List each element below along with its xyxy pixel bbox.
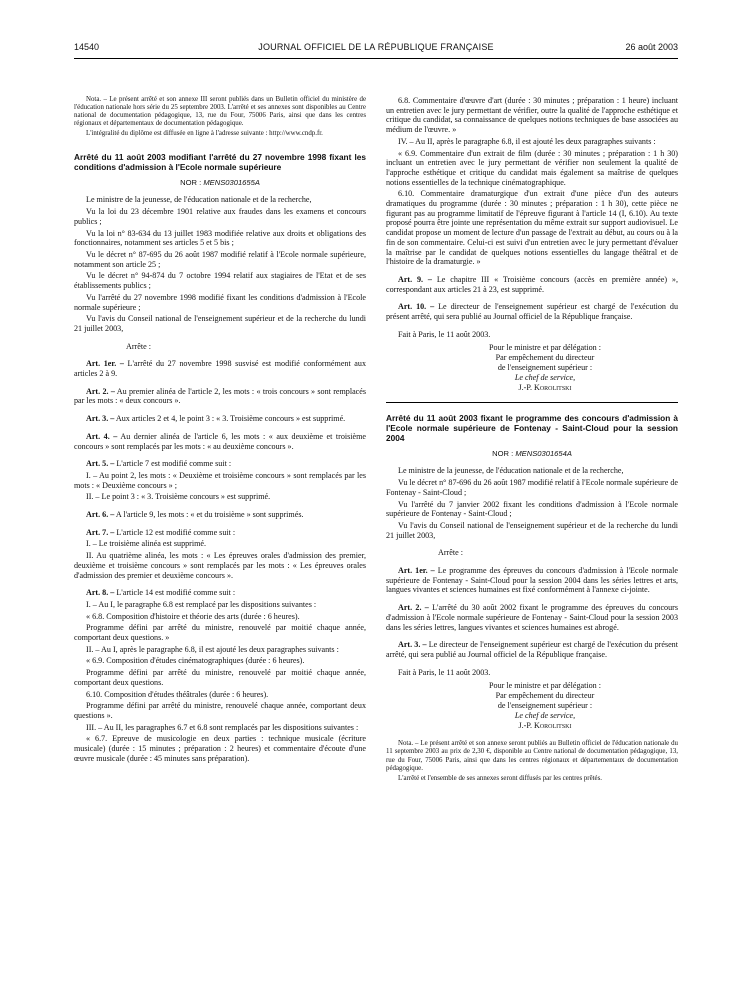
continued-paragraph: 6.10. Commentaire dramaturgique d'un extrait d'une pièce d'un des auteurs dramatiques du programme (durée : 30 minutes ; préparation : 1 h 30), cette pièce ne figurant pas au programme limitatif de l'épreuve figurant à l'article 14 (I, 6.10). Au texte proposé pourra être jointe une représentation du même extrait sur support audiovisuel. Le candidat propose un moment de lecture d'un passage de l'extrait au début, au cours ou à la fin de son commentaire. Celui-ci est suivi d'un entretien avec le jury permettant d'évaluer la maîtrise par le candidat de quelques notions essentielles du langage théâtral et de l'histoire de la dramaturgie. »	[386, 189, 678, 267]
article-item: « 6.7. Epreuve de musicologie en deux parties : technique musicale (écriture musicale) (durée : 15 minutes ; préparation : 2 heures) et commentaire d'écoute d'une œuvre musicale (durée : 45 minutes sans préparation).	[74, 734, 366, 763]
article-item: I. – Au point 2, les mots : « Deuxième et troisième concours » sont remplacés par les mots : « Deuxième concours » ;	[74, 470, 366, 490]
note-paragraph: L'arrêté et l'ensemble de ses annexes seront diffusés par les centres prêtés.	[398, 774, 603, 782]
article-head: Art. 2. –	[86, 386, 115, 396]
article-text: A l'article 9, les mots : « et du troisième » sont supprimés.	[115, 510, 304, 520]
article-3	[74, 414, 366, 424]
article-head: Art. 3. –	[398, 640, 427, 650]
article-6	[74, 510, 366, 520]
article-head: Art. 2. –	[398, 603, 429, 613]
article-head: Art. 6. –	[86, 510, 115, 520]
article-text: Au dernier alinéa de l'article 6, les mots : « aux deuxième et troisième concours » sont remplacés par les mots : « au deuxième concours ».	[74, 431, 366, 451]
note-paragraph: Nota. – Le présent arrêté et son annexe III seront publiés dans un Bulletin officiel du ministère de l'éducation nationale hors série du 25 septembre 2003. L'arrêté et ses annexes sont disponibles au Centre national de documentation pédagogique, 13, rue du Four, 75006 Paris, ainsi que dans les centres régionaux et départementaux de documentation pédagogique.	[74, 96, 366, 128]
visa: Vu la loi n° 83-634 du 13 juillet 1983 modifiée relative aux droits et obligations des fonctionnaires, notamment ses articles 5 et 5 bis ;	[74, 228, 366, 248]
visa: Vu l'arrêté du 27 novembre 1998 modifié fixant les conditions d'admission à l'Ecole normale supérieure ;	[74, 292, 366, 312]
nor-reference	[74, 178, 366, 187]
article-item: « 6.8. Composition d'histoire et théorie des arts (durée : 6 heures).	[86, 611, 300, 621]
decree-title: Arrêté du 11 août 2003 fixant le programme des concours d'admission à l'Ecole normale supérieure de Fontenay - Saint-Cloud pour la session 2004	[386, 413, 678, 444]
article-head: Art. 3. –	[86, 414, 115, 424]
continued-paragraph: 6.8. Commentaire d'œuvre d'art (durée : 30 minutes ; préparation : 1 heure) incluant un entretien avec le jury permettant de vérifier, outre la qualité de l'approche esthétique et critique du candidat, sa connaissance de quelques notions techniques de base associées au médium de l'œuvre. »	[386, 96, 678, 135]
page-number: 14540	[74, 42, 100, 52]
article-1	[74, 359, 366, 378]
journal-title: JOURNAL OFFICIEL DE LA RÉPUBLIQUE FRANÇAISE	[258, 42, 494, 52]
signature-line: Pour le ministre et par délégation :	[489, 343, 601, 353]
signature-block	[386, 343, 678, 392]
article-9	[386, 275, 678, 294]
article-8	[74, 588, 366, 598]
article-3	[386, 640, 678, 659]
article-7	[74, 528, 366, 538]
article-text: Le directeur de l'enseignement supérieur est chargé de l'exécution du présent arrêté, qui sera publié au Journal officiel de la République française.	[386, 640, 678, 659]
decree-title: Arrêté du 11 août 2003 modifiant l'arrêté du 27 novembre 1998 fixant les conditions d'admission à l'Ecole normale supérieure	[74, 152, 366, 173]
nor-code: MENS0301654A	[515, 449, 572, 459]
article-head: Art. 4. –	[86, 431, 118, 441]
left-column	[74, 96, 366, 766]
visa: Vu le décret n° 94-874 du 7 octobre 1994 relatif aux stagiaires de l'Etat et de ses établissements publics ;	[74, 271, 366, 291]
nor-label: NOR :	[180, 178, 202, 188]
article-4	[74, 432, 366, 451]
signature-line: de l'enseignement supérieur :	[497, 363, 593, 373]
article-head: Art. 1er. –	[86, 359, 124, 369]
article-text: L'article 12 est modifié comme suit :	[116, 527, 236, 537]
visa: Vu la loi du 23 décembre 1901 relative aux fraudes dans les examens et concours publics ;	[74, 207, 366, 226]
continued-paragraph: « 6.9. Commentaire d'un extrait de film (durée : 30 minutes ; préparation : 1 h 30) incluant un entretien avec le jury permettant de vérifier non seulement la qualité de l'approche esthétique et critique du candidat mais également sa maîtrise de quelques notions essentielles de la technique cinématographique.	[386, 148, 678, 187]
article-text: L'article 7 est modifié comme suit :	[116, 459, 232, 469]
article-2	[386, 603, 678, 632]
done-at: Fait à Paris, le 11 août 2003.	[398, 667, 491, 677]
top-note	[74, 96, 366, 138]
article-text: Au premier alinéa de l'article 2, les mots : « trois concours » sont remplacés par les mots : « deux concours ».	[74, 386, 366, 406]
article-10	[386, 302, 678, 321]
article-item: Programme défini par arrêté du ministre, renouvelé par moitié chaque année, comportant deux questions. »	[74, 623, 366, 643]
article-item: Programme défini par arrêté du ministre, renouvelé chaque année, comportant deux questions ».	[74, 701, 366, 720]
article-2	[74, 387, 366, 406]
signature-line: Le chef de service,	[514, 372, 576, 382]
article-item: II. – Au I, après le paragraphe 6.8, il est ajouté les deux paragraphes suivants :	[86, 644, 339, 654]
visa: Vu l'avis du Conseil national de l'enseignement supérieur et de la recherche du lundi 21 juillet 2003,	[74, 314, 366, 333]
page-header	[74, 42, 678, 59]
arrete-heading: Arrête :	[438, 548, 463, 558]
article-5	[74, 459, 366, 469]
article-head: Art. 7. –	[86, 527, 115, 537]
article-item: Programme défini par arrêté du ministre, renouvelé par moitié chaque année, comportant deux questions.	[74, 668, 366, 687]
article-text: L'arrêté du 27 novembre 1998 susvisé est modifié conformément aux articles 2 à 9.	[74, 359, 366, 379]
signature-name: J.-P. Korolitski	[518, 720, 572, 730]
article-item: I. – Le troisième alinéa est supprimé.	[86, 539, 207, 549]
visa: Le ministre de la jeunesse, de l'éducation nationale et de la recherche,	[86, 195, 312, 205]
article-text: L'arrêté du 30 août 2002 fixant le programme des épreuves du concours d'admission à l'Ecole normale supérieure de Fontenay - Saint-Cloud pour la session 2003 dans les séries lettres, langues vivantes et sciences humaines est abrogé.	[386, 603, 678, 632]
article-head: Art. 5. –	[86, 459, 115, 469]
visa: Vu l'avis du Conseil national de l'enseignement supérieur et de la recherche du lundi 21 juillet 2003,	[386, 520, 678, 540]
article-head: Art. 9. –	[398, 274, 432, 284]
article-1	[386, 566, 678, 595]
right-column	[386, 96, 678, 785]
article-head: Art. 8. –	[86, 588, 115, 598]
issue-date: 26 août 2003	[625, 42, 678, 52]
note-paragraph: Nota. – Le présent arrêté et son annexe seront publiés au Bulletin officiel de l'éducation nationale du 11 septembre 2003 au prix de 2,30 €, disponible au Centre national de documentation pédagogique, 13, rue du Four, 75006 Paris, ainsi que dans les centres régionaux et départementaux de documentation pédagogique.	[386, 740, 678, 772]
nor-label: NOR :	[492, 449, 514, 459]
article-item: II. – Le point 3 : « 3. Troisième concours » est supprimé.	[86, 492, 271, 502]
signature-line: Par empêchement du directeur	[495, 691, 595, 701]
arrete-heading: Arrête :	[126, 341, 151, 351]
visa: Vu le décret n° 87-695 du 26 août 1987 modifié relatif à l'Ecole normale supérieure, notamment son article 25 ;	[74, 249, 366, 269]
article-item: III. – Au II, les paragraphes 6.7 et 6.8 sont remplacés par les dispositions suivantes :	[86, 722, 359, 732]
article-text: Aux articles 2 et 4, le point 3 : « 3. Troisième concours » est supprimé.	[115, 414, 346, 424]
visa: Le ministre de la jeunesse, de l'éducation nationale et de la recherche,	[398, 466, 624, 476]
article-text: Le directeur de l'enseignement supérieur est chargé de l'exécution du présent arrêté, qui sera publié au Journal officiel de la République française.	[386, 302, 678, 322]
article-text: Le chapitre III « Troisième concours (accès en première année) », correspondant aux articles 21 à 23, est supprimé.	[386, 274, 678, 294]
section-divider	[386, 402, 678, 403]
done-at: Fait à Paris, le 11 août 2003.	[398, 329, 491, 339]
article-head: Art. 10. –	[398, 302, 435, 312]
note-paragraph: L'intégralité du diplôme est diffusée en ligne à l'adresse suivante : http://www.cndp.fr.	[86, 130, 323, 138]
article-item: « 6.9. Composition d'études cinématographiques (durée : 6 heures).	[86, 656, 305, 666]
signature-name: J.-P. Korolitski	[518, 382, 572, 392]
signature-line: Pour le ministre et par délégation :	[489, 681, 601, 691]
continued-paragraph: IV. – Au II, après le paragraphe 6.8, il est ajouté les deux paragraphes suivants :	[398, 136, 656, 146]
article-text: L'article 14 est modifié comme suit :	[116, 588, 236, 598]
article-text: Le programme des épreuves du concours d'admission à l'Ecole normale supérieure de Fontenay - Saint-Cloud pour la session 2004 dans les séries lettres et arts, langues vivantes et sciences humaines est fixé conformément à l'annexe ci-jointe.	[386, 566, 678, 595]
visa: Vu le décret n° 87-696 du 26 août 1987 modifié relatif à l'Ecole normale supérieure de Fontenay - Saint-Cloud ;	[386, 478, 678, 497]
nor-code: MENS0301655A	[203, 178, 260, 188]
signature-block	[386, 681, 678, 730]
signature-line: Par empêchement du directeur	[495, 353, 595, 363]
article-item: I. – Au I, le paragraphe 6.8 est remplacé par les dispositions suivantes :	[86, 599, 317, 609]
signature-line: Le chef de service,	[514, 710, 576, 720]
nor-reference	[386, 449, 678, 458]
signature-line: de l'enseignement supérieur :	[497, 701, 593, 710]
article-item: II. Au quatrième alinéa, les mots : « Les épreuves orales d'admission des premier, deuxième et troisième concours » sont remplacés par les mots : « Les épreuves orales d'admission des premier et deuxième concours ».	[74, 551, 366, 580]
bottom-note	[386, 740, 678, 782]
visa: Vu l'arrêté du 7 janvier 2002 fixant les conditions d'admission à l'Ecole normale supérieure de Fontenay - Saint-Cloud ;	[386, 499, 678, 519]
article-head: Art. 1er. –	[398, 566, 435, 576]
article-item: 6.10. Composition d'études théâtrales (durée : 6 heures).	[86, 689, 269, 699]
